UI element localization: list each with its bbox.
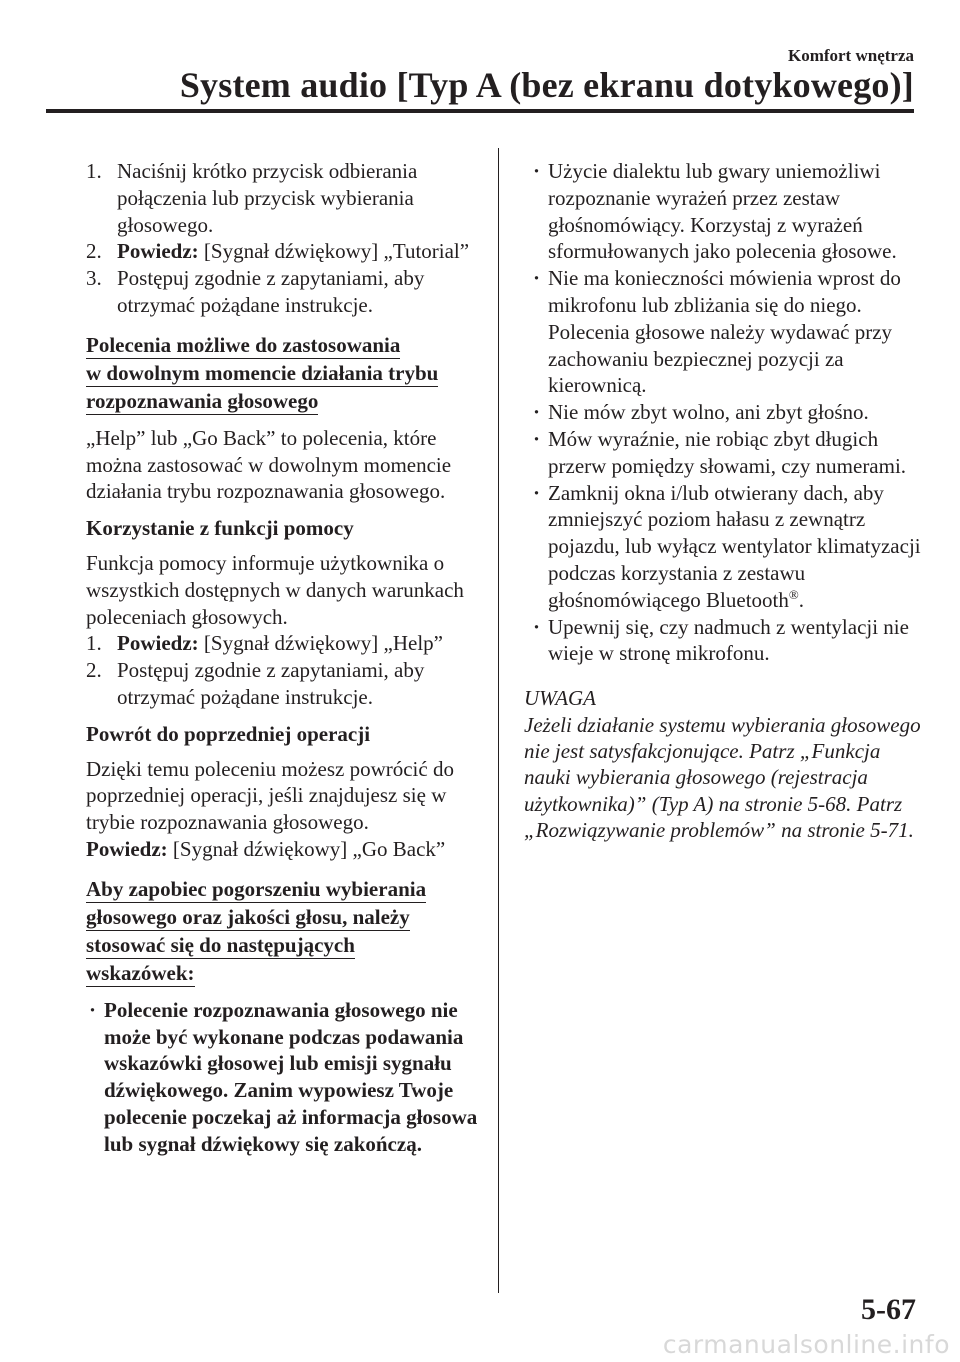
command-text: [Sygnał dźwiękowy] „Go Back” [167, 836, 446, 861]
section-heading-tips: Aby zapobiec pogorszeniu wybierania głosowego oraz jakości głosu, należy stosować się do następujących wskazówek: [86, 876, 427, 985]
header-section: Komfort wnętrza [787, 46, 914, 65]
bullet-item: · Nie mów zbyt wolno, ani zbyt głośno. [524, 399, 924, 426]
step-text: [Sygnał dźwiękowy] „Help” [198, 631, 443, 656]
page-title: System audio [Typ A (bez ekranu dotykowego)] [179, 65, 914, 105]
note-title: UWAGA [524, 686, 597, 711]
step-bold-label: Powiedz: [117, 239, 199, 264]
step-text: [Sygnał dźwiękowy] „Tutorial” [198, 239, 470, 264]
step-text: Naciśnij krótko przycisk odbierania połączenia lub przycisk wybierania głosowego. [117, 159, 418, 237]
registered-mark: ® [788, 586, 799, 602]
step-text: Postępuj zgodnie z zapytaniami, aby otrzymać pożądane instrukcje. [117, 658, 425, 709]
bullet-item: · Upewnij się, czy nadmuch z wentylacji nie wieje w stronę mikrofonu. [524, 614, 924, 668]
step-number: 3. [86, 266, 102, 291]
step-item [86, 657, 478, 711]
step-number: 1. [86, 631, 102, 656]
left-column [86, 158, 478, 1158]
step-item [86, 630, 478, 657]
steps-list-1 [86, 158, 478, 319]
paragraph-go-back-command [86, 836, 478, 863]
section-heading-go-back: Powrót do poprzedniej operacji [86, 721, 371, 746]
paragraph-commands: „Help” lub „Go Back” to polecenia, które można zastosować w dowolnym momencie działania trybu rozpoznawania głosowego. [86, 425, 452, 504]
bullet-item: · Nie ma konieczności mówienia wprost do mikrofonu lub zbliżania się do niego. Polecenia głosowe należy wydawać przy zachowaniu bezpiecznej pozycji za kierownicą. [524, 265, 924, 399]
section-heading-commands: Polecenia możliwe do zastosowania w dowolnym momencie działania trybu rozpoznawania głosowego [86, 332, 439, 413]
right-column [524, 158, 924, 844]
step-bold-label: Powiedz: [117, 631, 199, 656]
step-number: 1. [86, 159, 102, 183]
bullet-item: · Polecenie rozpoznawania głosowego nie może być wykonane podczas podawania wskazówki głosowej lub emisji sygnału dźwiękowego. Zanim wypowiesz Twoje polecenie poczekaj aż informacja głosowa lub sygnał dźwiękowy się zakończą. [86, 997, 478, 1158]
header-rule [46, 109, 914, 113]
bullet-item: · Mów wyraźnie, nie robiąc zbyt długich przerw pomiędzy słowami, czy numerami. [524, 426, 924, 480]
step-item [86, 265, 478, 319]
bullet-item: · Użycie dialektu lub gwary uniemożliwi rozpoznanie wyrażeń przez zestaw głośnomówiący. Korzystaj z wyrażeń sformułowanych jako polecenia głosowe. [524, 158, 924, 265]
bullet-list [524, 158, 924, 667]
watermark: carmanualsonline.info [662, 1330, 950, 1359]
bold-bullet-list [86, 997, 478, 1158]
step-item [86, 238, 478, 265]
bullet-item: · Zamknij okna i/lub otwierany dach, aby zmniejszyć poziom hałasu z zewnątrz pojazdu, lub wyłącz wentylator klimatyzacji podczas korzystania z zestawu głośnomówiącego Bluetooth®. [524, 480, 924, 614]
step-text: Postępuj zgodnie z zapytaniami, aby otrzymać pożądane instrukcje. [117, 266, 425, 317]
page-number: 5-67 [861, 1293, 916, 1326]
steps-list-2 [86, 630, 478, 710]
command-label: Powiedz: [86, 836, 168, 861]
column-divider [498, 148, 499, 1293]
note-block [524, 685, 924, 843]
section-heading-help: Korzystanie z funkcji pomocy [86, 516, 354, 541]
note-text: Jeżeli działanie systemu wybierania głosowego nie jest satysfakcjonujące. Patrz „Funkcja nauki wybierania głosowego (rejestracja użytkownika)” (Typ A) na stronie 5-68. Patrz „Rozwiązywanie problemów” na stronie 5-71. [524, 712, 921, 843]
step-item [86, 158, 478, 238]
bullet-text: Zamknij okna i/lub otwierany dach, aby zmniejszyć poziom hałasu z zewnątrz pojazdu, lub wyłącz wentylator klimatyzacji podczas korzystania z zestawu głośnomówiącego Bluetooth [548, 480, 921, 612]
paragraph-go-back: Dzięki temu poleceniu możesz powrócić do poprzedniej operacji, jeśli znajdujesz się w trybie rozpoznawania głosowego. [86, 756, 454, 835]
step-number: 2. [86, 239, 102, 264]
paragraph-help: Funkcja pomocy informuje użytkownika o wszystkich dostępnych w danych warunkach poleceniach głosowych. [86, 550, 464, 629]
step-number: 2. [86, 658, 102, 683]
